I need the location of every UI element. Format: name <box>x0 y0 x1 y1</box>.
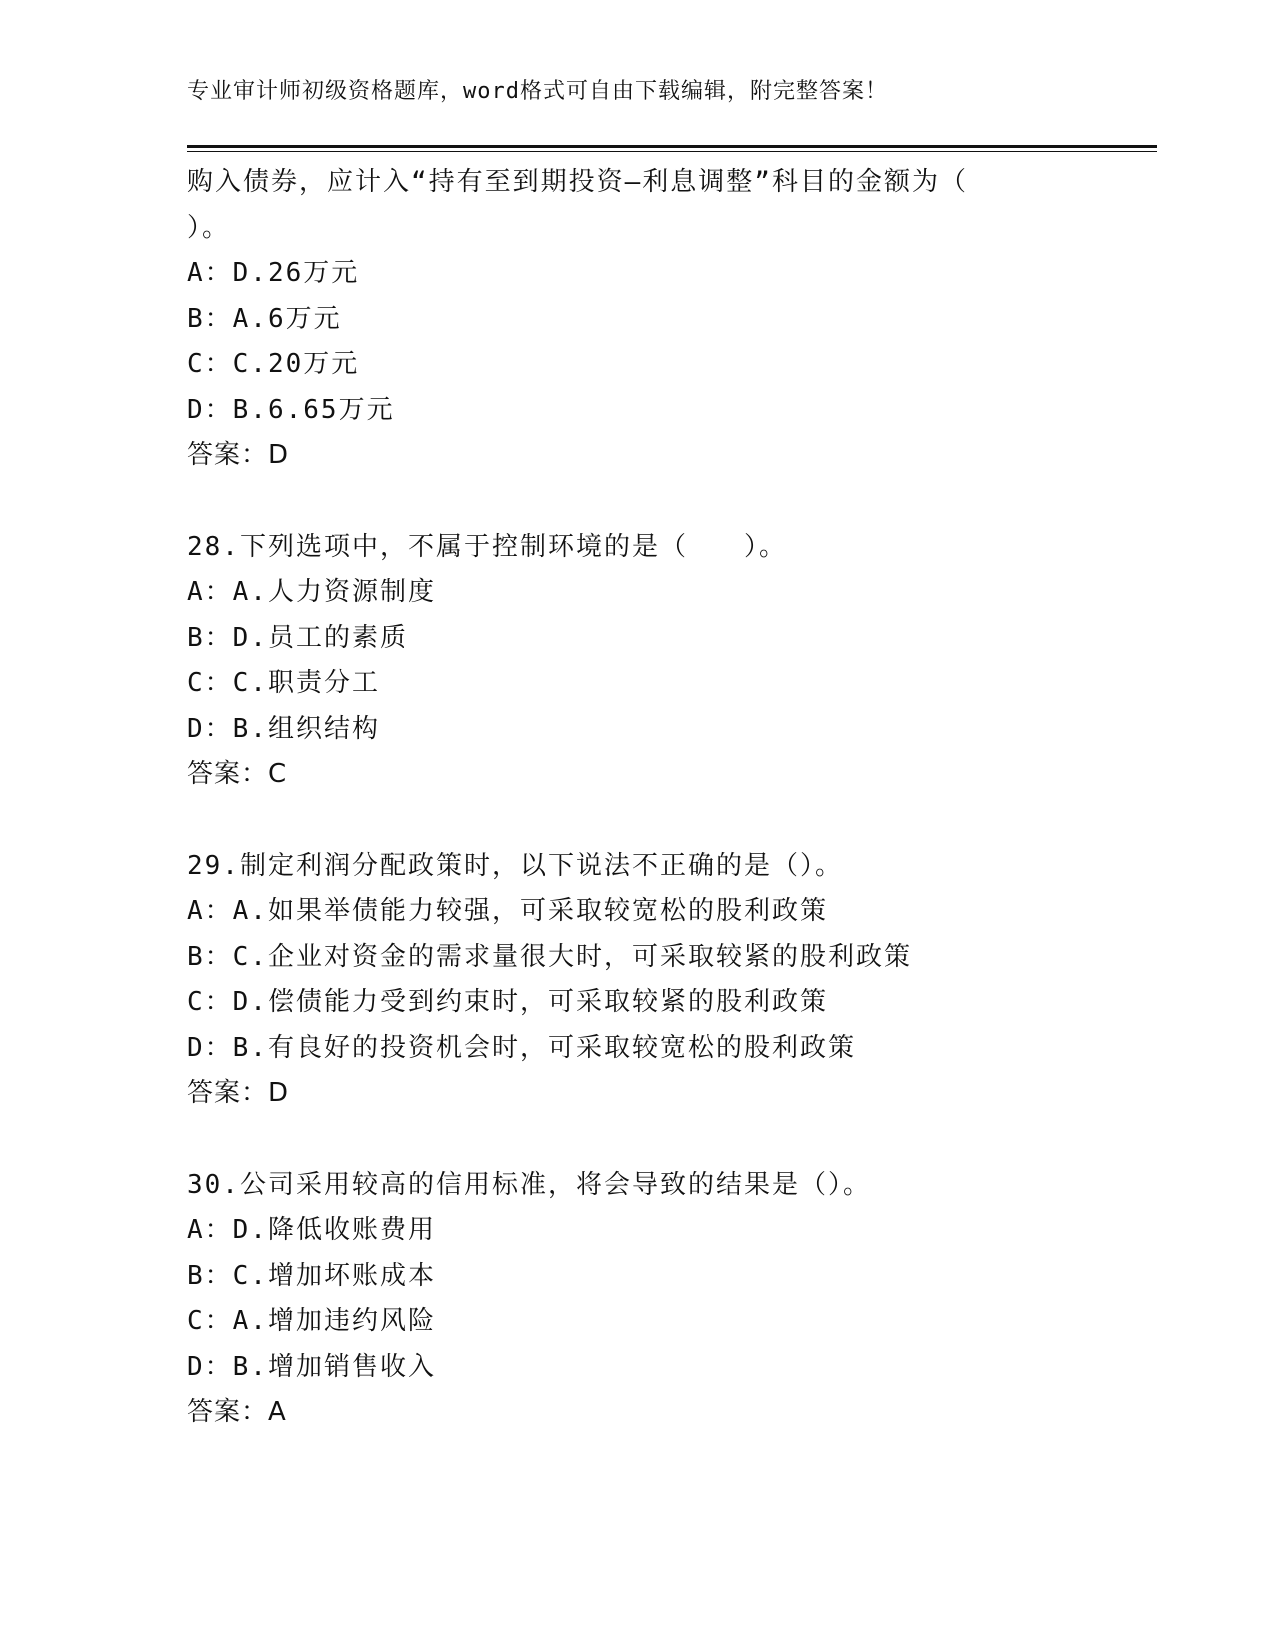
option-a: A：A.如果举债能力较强，可采取较宽松的股利政策 <box>187 896 828 926</box>
question-stem: 购入债券，应计入“持有至到期投资—利息调整”科目的金额为（ <box>187 167 968 197</box>
option-a: A：A.人力资源制度 <box>187 577 436 607</box>
answer: 答案：A <box>187 1397 287 1427</box>
question-stem: ）。 <box>187 212 231 243</box>
header-rule-thick <box>187 145 1157 148</box>
question-stem: 29.制定利润分配政策时，以下说法不正确的是（）。 <box>187 850 843 881</box>
question-block <box>187 844 1147 1117</box>
option-c: C：D.偿债能力受到约束时，可采取较紧的股利政策 <box>187 987 828 1017</box>
answer: 答案：C <box>187 759 288 789</box>
header-rule-thin <box>187 151 1157 152</box>
option-d: D：B.增加销售收入 <box>187 1351 436 1382</box>
page-header: 专业审计师初级资格题库，word格式可自由下载编辑，附完整答案！ <box>187 79 888 104</box>
option-a: A：D.26万元 <box>187 258 360 288</box>
option-c: C：C.职责分工 <box>187 668 380 698</box>
question-stem: 28.下列选项中，不属于控制环境的是（ ）。 <box>187 531 787 562</box>
question-block <box>187 160 1147 479</box>
question-block <box>187 1163 1147 1436</box>
spacer <box>187 479 1147 525</box>
answer: 答案：D <box>187 1078 290 1108</box>
option-d: D：B.组织结构 <box>187 713 380 744</box>
option-b: B：D.员工的素质 <box>187 622 408 653</box>
answer: 答案：D <box>187 440 290 470</box>
option-c: C：C.20万元 <box>187 349 360 379</box>
option-c: C：A.增加违约风险 <box>187 1306 436 1336</box>
spacer <box>187 1117 1147 1163</box>
question-block <box>187 525 1147 798</box>
option-b: B：A.6万元 <box>187 303 342 334</box>
question-list <box>187 160 1147 1436</box>
option-d: D：B.6.65万元 <box>187 394 395 425</box>
question-stem: 30.公司采用较高的信用标准，将会导致的结果是（）。 <box>187 1169 871 1200</box>
option-b: B：C.增加坏账成本 <box>187 1260 436 1291</box>
option-a: A：D.降低收账费用 <box>187 1215 436 1245</box>
spacer <box>187 798 1147 844</box>
option-d: D：B.有良好的投资机会时，可采取较宽松的股利政策 <box>187 1032 856 1063</box>
option-b: B：C.企业对资金的需求量很大时，可采取较紧的股利政策 <box>187 941 912 972</box>
